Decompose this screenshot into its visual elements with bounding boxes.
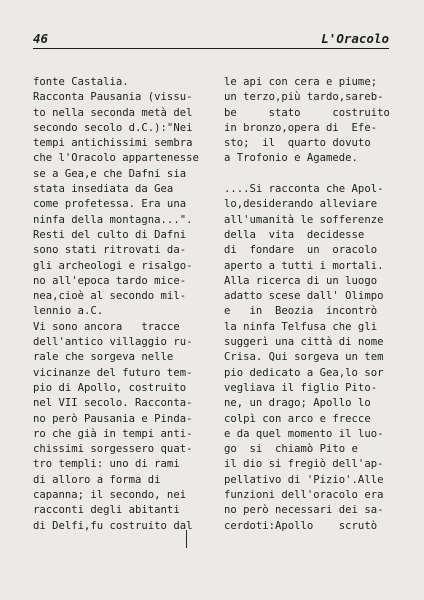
page-number: 46 <box>33 31 49 46</box>
left-column-line: chissimi sorgessero quat- <box>33 443 193 456</box>
left-column-line: Resti del culto di Dafni <box>33 228 187 241</box>
right-column-line: aperto a tutti i mortali. <box>224 259 384 272</box>
left-column-line: pio di Apollo, costruito <box>33 381 187 394</box>
right-column-line: go si chiamò Pito e <box>224 443 358 456</box>
right-column-line: pio dedicato a Gea,lo sor <box>224 366 384 379</box>
left-column-line: no però Pausania e Pinda- <box>33 412 193 425</box>
right-column-line: all'umanità le sofferenze <box>224 213 384 226</box>
right-column-line: funzioni dell'oracolo era <box>224 489 384 502</box>
left-column-line: capanna; il secondo, nei <box>33 489 187 502</box>
left-column-line: Vi sono ancora tracce <box>33 320 180 333</box>
right-column-line: il dio si fregiò dell'ap- <box>224 458 384 471</box>
left-column-line: come profetessa. Era una <box>33 198 187 211</box>
left-column-line: Racconta Pausania (vissu- <box>33 91 193 104</box>
right-column-line: ne, un drago; Apollo lo <box>224 397 371 410</box>
left-column-line: gli archeologi e risalgo- <box>33 259 193 272</box>
left-column-line: nel VII secolo. Racconta- <box>33 397 193 410</box>
left-column-line: di Delfi,fu costruito dal <box>33 519 193 532</box>
right-text-column <box>224 75 394 534</box>
left-column-line: ninfa della montagna...". <box>33 213 193 226</box>
left-column-line: che l'Oracolo appartenesse <box>33 152 199 165</box>
left-text-column <box>33 75 208 534</box>
left-column-line: no all'epoca tardo mice- <box>33 274 187 287</box>
right-column-line: ....Si racconta che Apol- <box>224 183 384 196</box>
right-column-line: colpì con arco e frecce <box>224 412 371 425</box>
right-column-line: pellativo di 'Pizio'.Alle <box>224 473 384 486</box>
right-column-line: in bronzo,opera di Efe- <box>224 121 378 134</box>
right-column-line: della vita decidesse <box>224 228 365 241</box>
gutter-mark <box>186 530 187 548</box>
left-column-line: tro templi: uno di rami <box>33 458 180 471</box>
right-column-line: Crisa. Qui sorgeva un tem <box>224 351 384 364</box>
right-column-line: cerdoti:Apollo scrutò <box>224 519 378 532</box>
right-column-line: lo,desiderando alleviare <box>224 198 378 211</box>
left-column-line: rale che sorgeva nelle <box>33 351 174 364</box>
right-column-line: e da quel momento il luo- <box>224 427 384 440</box>
left-column-line: se a Gea,e che Dafni sia <box>33 167 187 180</box>
right-column-line: Alla ricerca di un luogo <box>224 274 378 287</box>
right-column-line: suggerì una città di nome <box>224 336 384 349</box>
right-column-line: e in Beozia incontrò <box>224 305 378 318</box>
right-column-line: un terzo,più tardo,sareb- <box>224 91 384 104</box>
header-rule <box>33 48 389 49</box>
right-column-line: le api con cera e piume; <box>224 76 378 88</box>
right-column-line: adatto scese dall' Olimpo <box>224 290 384 303</box>
left-column-line: stata insediata da Gea <box>33 183 174 196</box>
left-column-line: racconti degli abitanti <box>33 504 180 517</box>
right-column-line: vegliava il figlio Pito- <box>224 381 378 394</box>
right-column-line: be stato costruito <box>224 106 390 119</box>
right-column-line <box>224 167 394 182</box>
left-column-line: lennio a.C. <box>33 305 104 318</box>
left-column-line: ro che già in tempi anti- <box>33 427 193 440</box>
left-column-line: dell'antico villaggio ru- <box>33 336 193 349</box>
right-column-line: di fondare un oracolo <box>224 244 378 257</box>
right-column-line: la ninfa Telfusa che gli <box>224 320 378 333</box>
left-column-line: tempi antichissimi sembra <box>33 137 193 150</box>
left-column-line: di allоro a forma di <box>33 473 161 486</box>
right-column-line: a Trofonio e Agamede. <box>224 152 358 165</box>
left-column-line: nea,cioè al secondo mil- <box>33 290 187 303</box>
left-column-line: sono stati ritrovati da- <box>33 244 187 257</box>
running-title: L'Oracolo <box>321 31 389 46</box>
right-column-line: no però necessari dei sa- <box>224 504 384 517</box>
left-column-line: secondo secolo d.C.):"Nei <box>33 121 193 134</box>
page-header <box>33 31 389 49</box>
left-column-line: to nella seconda metà del <box>33 106 193 119</box>
left-column-line: vicinanze del futuro tem- <box>33 366 193 379</box>
left-column-line: fonte Castalia. <box>33 76 129 88</box>
right-column-line: sto; il quarto dovuto <box>224 137 371 150</box>
